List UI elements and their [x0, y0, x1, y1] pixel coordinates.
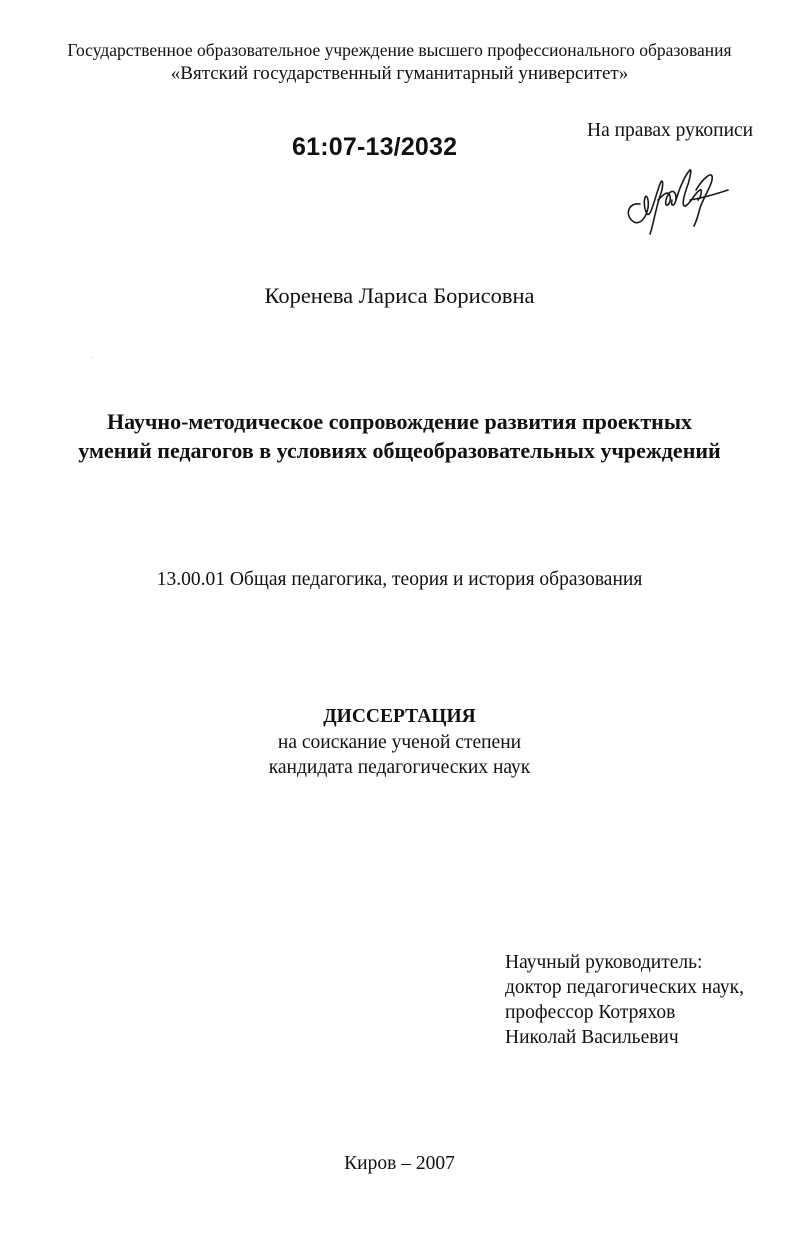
supervisor-given-names: Николай Васильевич	[505, 1027, 679, 1048]
dissertation-title-line-1: Научно-методическое сопровождение развития проектных	[107, 409, 692, 434]
degree-line-2: кандидата педагогических наук	[268, 757, 531, 778]
institution-line-2: «Вятский государственный гуманитарный университет»	[170, 63, 629, 84]
specialty-code: 13.00.01 Общая педагогика, теория и история образования	[156, 569, 643, 590]
scan-speck	[92, 357, 93, 358]
place-and-year: Киров – 2007	[344, 1153, 455, 1174]
degree-line-1: на соискание ученой степени	[277, 732, 522, 753]
rights-note: На правах рукописи	[587, 120, 754, 141]
archive-code: 61:07-13/2032	[292, 133, 458, 161]
supervisor-title-surname: профессор Котряхов	[505, 1002, 676, 1023]
dissertation-title-line-2: умений педагогов в условиях общеобразовательных учреждений	[78, 438, 721, 463]
handwritten-signature	[620, 160, 730, 236]
author-name: Коренева Лариса Борисовна	[264, 283, 535, 308]
supervisor-label: Научный руководитель:	[505, 952, 703, 973]
institution-line-1: Государственное образовательное учреждение высшего профессионального образования	[67, 40, 732, 60]
supervisor-degree: доктор педагогических наук,	[505, 977, 744, 998]
document-type-heading: ДИССЕРТАЦИЯ	[323, 706, 476, 727]
